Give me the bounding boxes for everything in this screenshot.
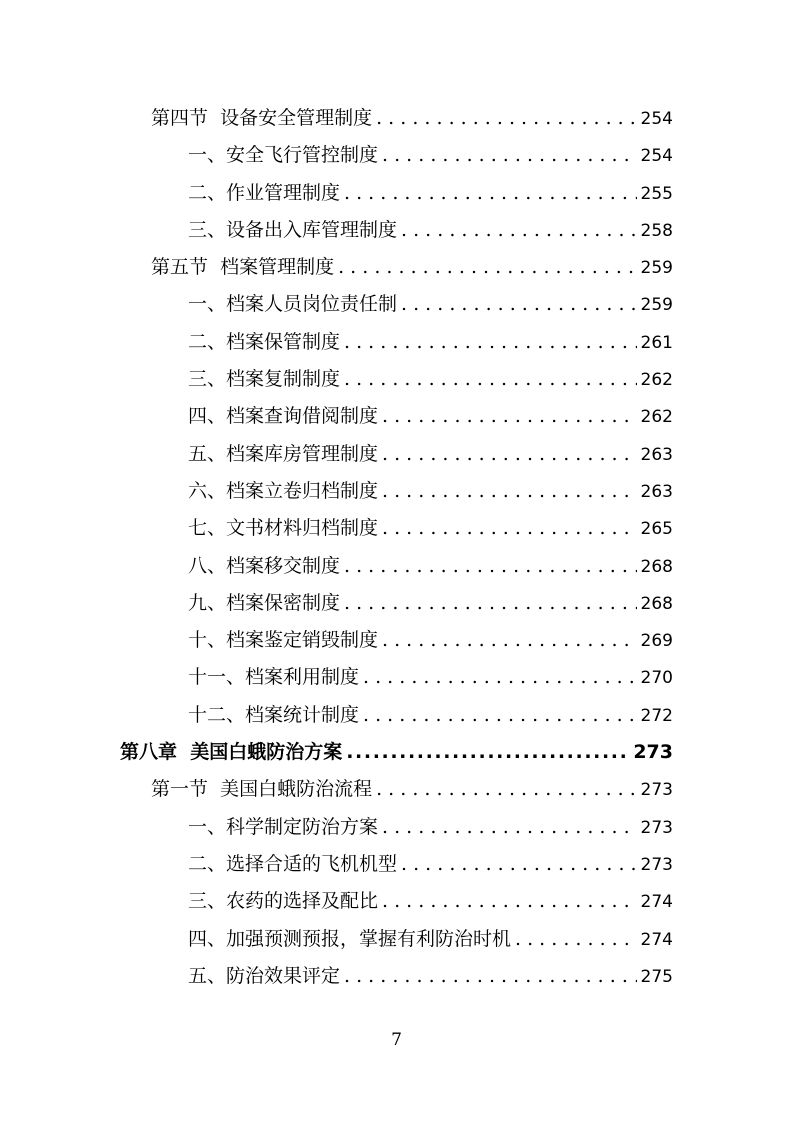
toc-entry-title: 四、档案查询借阅制度 (188, 405, 379, 428)
table-of-contents (0, 100, 793, 995)
toc-entry-section[interactable] (0, 249, 793, 286)
dot-leader (363, 659, 637, 696)
toc-entry-title: 三、档案复制制度 (188, 368, 341, 391)
toc-entry-page: 261 (640, 332, 673, 353)
toc-entry-page: 262 (640, 370, 673, 391)
toc-entry-item[interactable] (0, 548, 793, 585)
toc-entry-item[interactable] (0, 958, 793, 995)
dot-leader (401, 846, 637, 883)
toc-entry-title: 二、选择合适的飞机机型 (188, 852, 398, 875)
toc-entry-item[interactable] (0, 510, 793, 547)
toc-entry-title: 十、档案鉴定销毁制度 (188, 629, 379, 652)
toc-entry-page: 262 (640, 407, 673, 428)
toc-entry-title: 第五节 档案管理制度 (151, 256, 335, 279)
dot-leader (376, 771, 636, 808)
toc-entry-page: 254 (640, 109, 673, 129)
dot-leader (363, 697, 637, 734)
dot-leader (382, 473, 637, 510)
toc-entry-item[interactable] (0, 697, 793, 734)
toc-entry-item[interactable] (0, 921, 793, 958)
toc-entry-page: 273 (633, 741, 673, 764)
toc-entry-page: 259 (640, 295, 673, 316)
dot-leader (344, 548, 637, 585)
toc-entry-item[interactable] (0, 659, 793, 696)
toc-entry-page: 255 (640, 183, 673, 204)
toc-entry-page: 274 (640, 892, 673, 913)
page-number: 7 (391, 1030, 402, 1050)
toc-entry-title: 六、档案立卷归档制度 (188, 479, 379, 502)
toc-entry-page: 275 (640, 966, 673, 987)
toc-entry-item[interactable] (0, 846, 793, 883)
toc-entry-title: 五、档案库房管理制度 (188, 442, 379, 465)
dot-leader (338, 249, 636, 286)
dot-leader (344, 958, 637, 995)
toc-entry-page: 273 (640, 780, 673, 801)
dot-leader (344, 175, 637, 212)
toc-entry-item[interactable] (0, 473, 793, 510)
toc-entry-title: 二、作业管理制度 (188, 181, 341, 204)
toc-entry-item[interactable] (0, 883, 793, 920)
toc-entry-item[interactable] (0, 137, 793, 174)
dot-leader (344, 585, 637, 622)
toc-entry-page: 254 (640, 146, 673, 167)
toc-entry-title: 八、档案移交制度 (188, 554, 341, 577)
toc-entry-page: 270 (640, 668, 673, 689)
dot-leader (401, 212, 637, 249)
dot-leader (346, 734, 629, 771)
toc-entry-item[interactable] (0, 622, 793, 659)
toc-entry-page: 265 (640, 519, 673, 540)
dot-leader (382, 809, 637, 846)
dot-leader (344, 324, 637, 361)
toc-entry-title: 一、科学制定防治方案 (188, 815, 379, 838)
dot-leader (515, 921, 637, 958)
dot-leader (382, 622, 637, 659)
dot-leader (376, 100, 636, 137)
toc-entry-item[interactable] (0, 398, 793, 435)
dot-leader (401, 286, 637, 323)
toc-entry-title: 五、防治效果评定 (188, 964, 341, 987)
toc-entry-page: 273 (640, 854, 673, 875)
toc-entry-item[interactable] (0, 212, 793, 249)
toc-entry-page: 263 (640, 481, 673, 502)
toc-entry-item[interactable] (0, 361, 793, 398)
toc-entry-item[interactable] (0, 809, 793, 846)
toc-entry-page: 268 (640, 556, 673, 577)
toc-entry-chapter[interactable] (0, 734, 793, 771)
toc-entry-title: 一、安全飞行管控制度 (188, 144, 379, 167)
toc-entry-title: 二、档案保管制度 (188, 330, 341, 353)
toc-entry-title: 四、加强预测预报，掌握有利防治时机 (188, 927, 512, 950)
toc-entry-title: 三、农药的选择及配比 (188, 890, 379, 913)
toc-entry-title: 三、设备出入库管理制度 (188, 218, 398, 241)
toc-entry-page: 268 (640, 593, 673, 614)
dot-leader (382, 510, 637, 547)
toc-entry-title: 九、档案保密制度 (188, 591, 341, 614)
toc-entry-item[interactable] (0, 436, 793, 473)
toc-entry-section[interactable] (0, 100, 793, 137)
toc-entry-title: 第一节 美国白蛾防治流程 (151, 778, 373, 801)
toc-entry-section[interactable] (0, 771, 793, 808)
toc-entry-title: 十二、档案统计制度 (188, 703, 360, 726)
toc-entry-item[interactable] (0, 324, 793, 361)
toc-entry-title: 七、文书材料归档制度 (188, 517, 379, 540)
toc-entry-title: 第四节 设备安全管理制度 (151, 107, 373, 129)
toc-entry-page: 259 (640, 258, 673, 279)
toc-entry-item[interactable] (0, 175, 793, 212)
toc-entry-page: 272 (640, 705, 673, 726)
dot-leader (382, 436, 637, 473)
dot-leader (344, 361, 637, 398)
toc-entry-page: 269 (640, 631, 673, 652)
toc-entry-title: 第八章 美国白蛾防治方案 (120, 741, 343, 764)
toc-entry-page: 263 (640, 444, 673, 465)
dot-leader (382, 398, 637, 435)
toc-entry-page: 258 (640, 220, 673, 241)
dot-leader (382, 137, 637, 174)
toc-entry-title: 十一、档案利用制度 (188, 666, 360, 689)
toc-entry-item[interactable] (0, 585, 793, 622)
toc-entry-page: 273 (640, 817, 673, 838)
toc-entry-item[interactable] (0, 286, 793, 323)
toc-entry-title: 一、档案人员岗位责任制 (188, 293, 398, 316)
toc-entry-page: 274 (640, 929, 673, 950)
dot-leader (382, 883, 637, 920)
